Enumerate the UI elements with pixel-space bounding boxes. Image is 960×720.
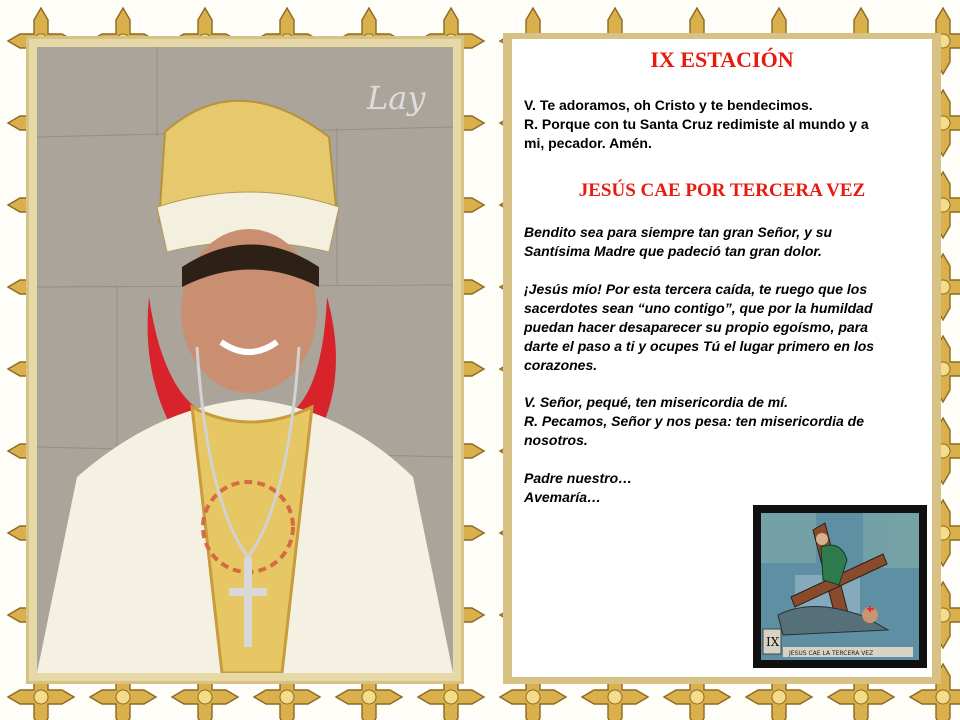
prayer-line-2: sacerdotes sean “uno contigo”, que por la humildad <box>524 300 873 316</box>
response-line-2: R. Pecamos, Señor y nos pesa: ten misericordia de <box>524 413 865 429</box>
stained-glass-image <box>753 505 927 668</box>
closing-line-1: Padre nuestro… <box>524 470 633 486</box>
stained-glass-numeral: IX <box>766 635 780 649</box>
response-line-3: nosotros. <box>524 432 588 448</box>
station-title: IX ESTACIÓN <box>650 47 794 72</box>
prayer-line-5: corazones. <box>524 357 598 373</box>
prayer-line-1: ¡Jesús mío! Por esta tercera caída, te ruego que los <box>524 281 868 297</box>
portrait-frame <box>26 36 464 684</box>
closing-line-2: Avemaría… <box>524 489 602 505</box>
versicle-line-3: mi, pecador. Amén. <box>524 135 652 151</box>
versicle-line-1: V. Te adoramos, oh Cristo y te bendecimos. <box>524 97 813 113</box>
station-text-panel <box>512 39 932 677</box>
stained-glass-caption: JESUS CAE LA TERCERA VEZ <box>789 650 874 657</box>
stained-glass-art <box>753 505 927 668</box>
photo-watermark: Lay <box>367 79 426 117</box>
prayer-line-4: darte el paso a ti y ocupes Tú el lugar primero en los <box>524 338 875 354</box>
blessing-line-2: Santísima Madre que padeció tan gran dolor. <box>524 243 822 259</box>
bishop-photo <box>37 47 453 673</box>
bishop-illustration <box>37 47 453 673</box>
versicle-line-2: R. Porque con tu Santa Cruz redimiste al mundo y a <box>524 116 869 132</box>
blessing-line-1: Bendito sea para siempre tan gran Señor, y su <box>524 224 833 240</box>
prayer-line-3: puedan hacer desaparecer su propio egoísmo, para <box>524 319 868 335</box>
response-line-1: V. Señor, pequé, ten misericordia de mí. <box>524 394 789 410</box>
station-panel-frame <box>503 33 941 684</box>
station-subtitle: JESÚS CAE POR TERCERA VEZ <box>578 180 866 201</box>
